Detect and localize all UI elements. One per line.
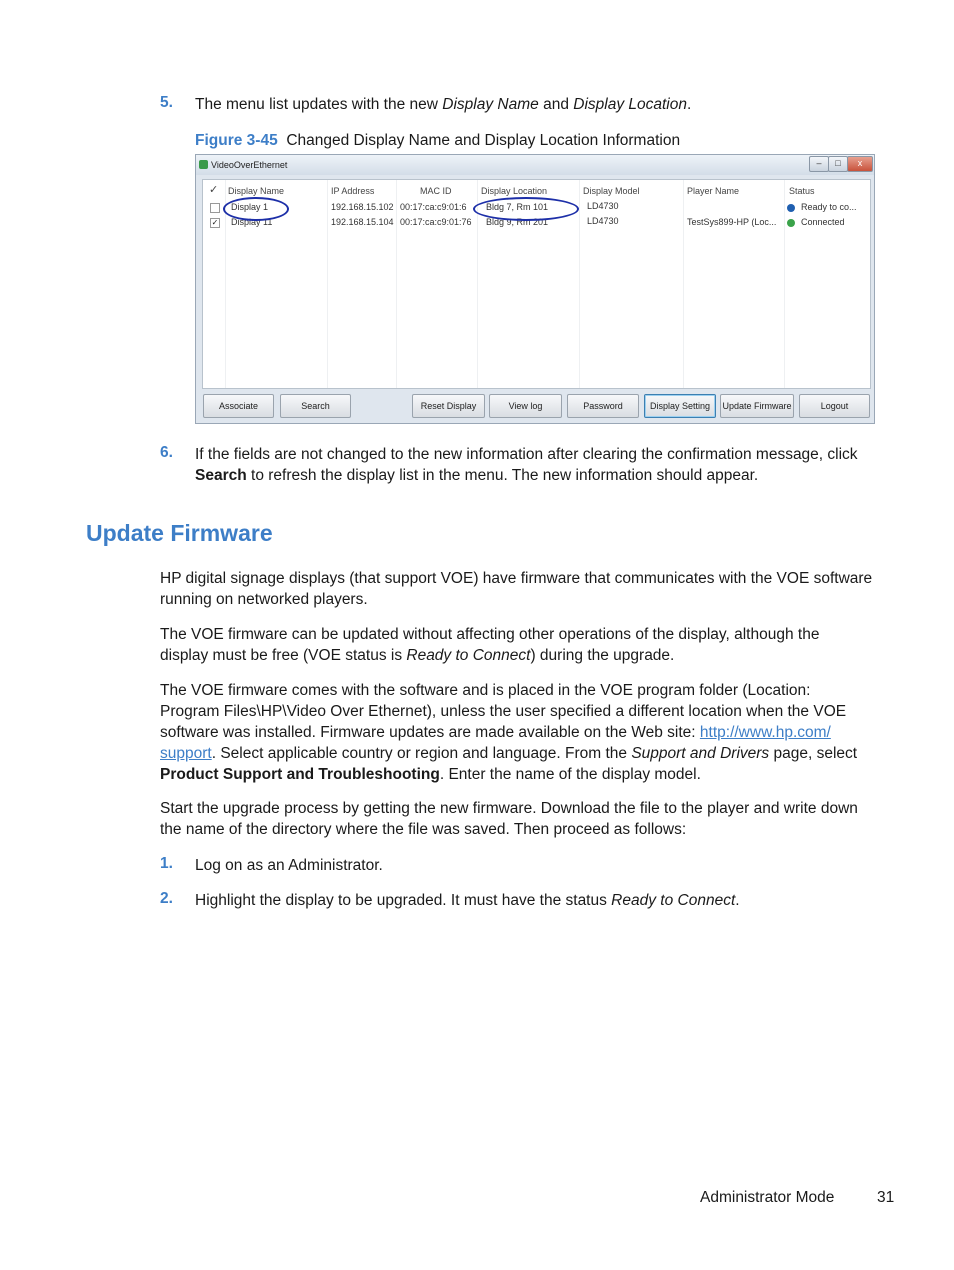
cell-display-model: LD4730: [587, 216, 619, 226]
paragraph-2: [160, 624, 819, 666]
status-connected-icon: [787, 219, 795, 227]
logout-button[interactable]: Logout: [799, 394, 870, 418]
step-6-text: [195, 444, 885, 486]
step-1-text: Log on as an Administrator.: [195, 857, 383, 874]
section-heading: Update Firmware: [86, 520, 273, 546]
maximize-icon[interactable]: □: [828, 156, 848, 172]
step-5-em1: Display Name: [442, 96, 539, 113]
step-number: 6.: [160, 444, 173, 461]
header-status[interactable]: Status: [789, 186, 815, 196]
cell-ip-address: 192.168.15.104: [331, 217, 394, 227]
para2-line1: The VOE firmware can be updated without affecting other operations of the display, although the: [160, 626, 820, 643]
cell-status: Connected: [801, 217, 845, 227]
step-2-text: [195, 890, 740, 911]
para4-line2: the name of the directory where the file was saved. Then proceed as follows:: [160, 821, 687, 838]
cell-ip-address: 192.168.15.102: [331, 202, 394, 212]
app-icon: [199, 160, 208, 169]
header-check[interactable]: ✓: [209, 184, 219, 196]
para3-line1: The VOE firmware comes with the software and is placed in the VOE program folder (Location:: [160, 682, 811, 699]
step-6-bold: Search: [195, 467, 247, 484]
step-2-pre: Highlight the display to be upgraded. It must have the status: [195, 892, 612, 909]
reset-display-button[interactable]: Reset Display: [412, 394, 485, 418]
paragraph-3: [160, 680, 857, 785]
para3-line3-pre: software was installed. Firmware updates are made available on the Web site:: [160, 724, 700, 741]
header-display-name[interactable]: Display Name: [228, 186, 285, 196]
header-ip-address[interactable]: IP Address: [331, 186, 375, 196]
update-firmware-button[interactable]: Update Firmware: [720, 394, 794, 418]
header-display-location[interactable]: Display Location: [481, 186, 548, 196]
password-button[interactable]: Password: [567, 394, 639, 418]
cell-player-name: TestSys899-HP (Loc...: [687, 217, 777, 227]
paragraph-4: [160, 798, 858, 840]
cell-display-location: Bldg 9, Rm 201: [486, 217, 549, 227]
step-2-em: Ready to Connect: [611, 892, 736, 909]
para3-line5-bold: Product Support and Troubleshooting: [160, 766, 440, 783]
hp-support-link-cont[interactable]: support: [160, 745, 212, 762]
step-5-em2: Display Location: [573, 96, 687, 113]
footer-page-number: 31: [877, 1189, 895, 1206]
para4-line1: Start the upgrade process by getting the new firmware. Download the file to the player and write down: [160, 800, 858, 817]
minimize-icon[interactable]: –: [809, 156, 829, 172]
window-titlebar: [196, 155, 874, 175]
step-5-post: .: [686, 96, 692, 113]
row-checkbox[interactable]: ✓: [211, 218, 219, 227]
highlight-oval: [223, 197, 289, 221]
display-setting-button[interactable]: Display Setting: [644, 394, 716, 418]
figure-caption-text: Changed Display Name and Display Location Information: [286, 132, 681, 149]
hp-support-link[interactable]: http://www.hp.com/: [699, 724, 831, 741]
cell-mac-id: 00:17:ca:c9:01:6: [400, 202, 467, 212]
associate-button[interactable]: Associate: [203, 394, 274, 418]
para3-line5-post: . Enter the name of the display model.: [439, 766, 701, 783]
window-title: VideoOverEthernet: [211, 160, 288, 170]
video-over-ethernet-window: [195, 154, 875, 424]
cell-status: Ready to co...: [801, 202, 857, 212]
para2-line2-em: Ready to Connect: [406, 647, 531, 664]
para2-line2-post: ) during the upgrade.: [530, 647, 675, 664]
step-5-text: [195, 94, 691, 115]
close-icon[interactable]: x: [847, 156, 873, 172]
para3-line4-post: page, select: [769, 745, 858, 762]
header-display-model[interactable]: Display Model: [583, 186, 640, 196]
view-log-button[interactable]: View log: [489, 394, 562, 418]
step-6-post: to refresh the display list in the menu. The new information should appear.: [246, 467, 759, 484]
step-number: 5.: [160, 94, 173, 111]
header-mac-id[interactable]: MAC ID: [420, 186, 452, 196]
cell-display-location: Bldg 7, Rm 101: [486, 202, 549, 212]
header-player-name[interactable]: Player Name: [687, 186, 740, 196]
status-info-icon: [787, 204, 795, 212]
step-2-post: .: [735, 892, 740, 909]
para3-line2: Program Files\HP\Video Over Ethernet), unless the user specified a different location when the VOE: [160, 703, 847, 720]
step-number: 1.: [160, 855, 173, 872]
para1-line2: running on networked players.: [160, 591, 368, 608]
para3-line4-mid: . Select applicable country or region and language. From the: [211, 745, 632, 762]
step-5-mid: and: [538, 96, 574, 113]
step-6-pre: If the fields are not changed to the new information after clearing the confirmation message, click: [195, 446, 858, 463]
footer-section: Administrator Mode: [700, 1189, 835, 1206]
para3-line4-em: Support and Drivers: [631, 745, 770, 762]
para1-line1: HP digital signage displays (that support VOE) have firmware that communicates with the VOE software: [160, 570, 873, 587]
para2-line2-pre: display must be free (VOE status is: [160, 647, 407, 664]
step-number: 2.: [160, 890, 173, 907]
paragraph-1: [160, 568, 872, 610]
search-button[interactable]: Search: [280, 394, 351, 418]
cell-display-model: LD4730: [587, 201, 619, 211]
figure-caption: [195, 130, 680, 151]
cell-mac-id: 00:17:ca:c9:01:76: [400, 217, 472, 227]
highlight-oval: [473, 197, 579, 221]
figure-label: Figure 3-45: [195, 132, 278, 149]
cell-display-name: Display 11: [231, 217, 273, 227]
row-checkbox[interactable]: [210, 203, 220, 213]
display-list[interactable]: [202, 179, 871, 389]
cell-display-name: Display 1: [231, 202, 269, 212]
step-5-pre: The menu list updates with the new: [195, 96, 443, 113]
